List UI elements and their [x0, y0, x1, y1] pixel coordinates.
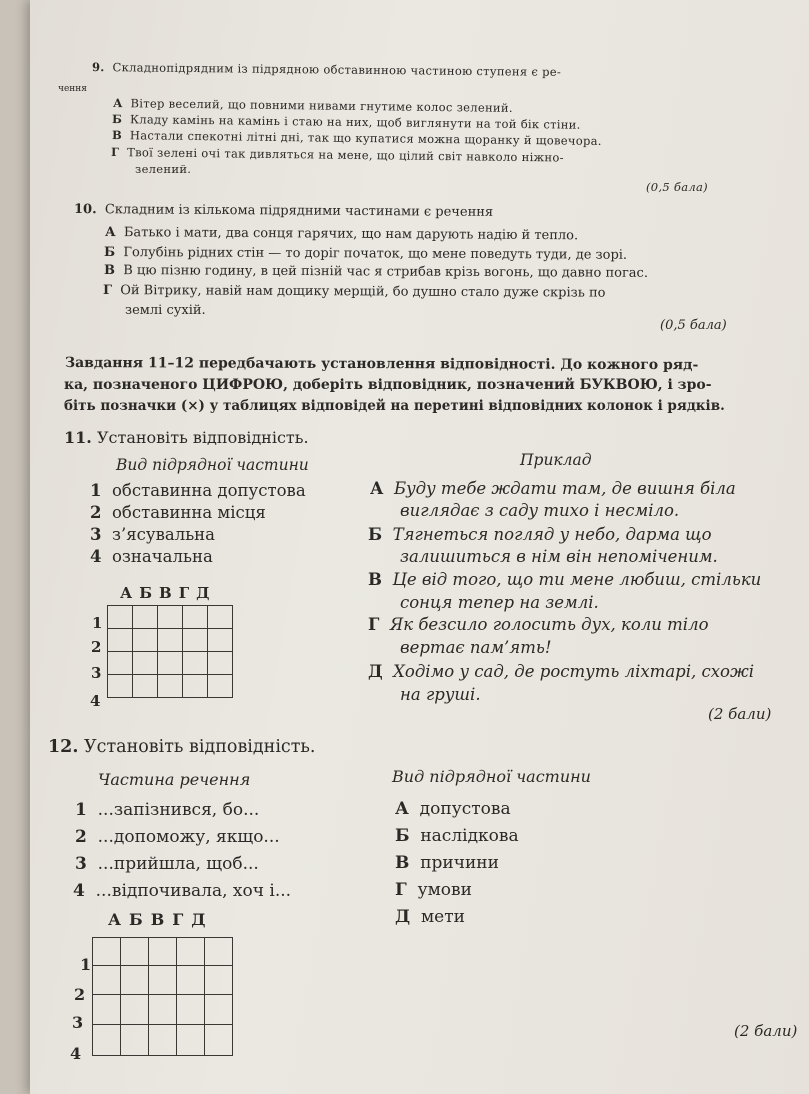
- q12-left-item-2: 2 ...допоможу, якщо...: [75, 827, 280, 847]
- answer-cell[interactable]: [121, 938, 149, 966]
- answer-cell[interactable]: [108, 606, 133, 629]
- q9-stem: 9. Складнопідрядним із підрядною обставинною частиною ступеня є ре-: [91, 60, 562, 79]
- q10-option-v: В В цю пізню годину, в цей пізній час я стрибав крізь вогонь, що давно погас.: [103, 263, 649, 281]
- answer-cell[interactable]: [183, 629, 208, 652]
- instructions-line-3: біть позначки (×) у таблицях відповідей на перетині відповідних колонок і рядків.: [64, 398, 725, 414]
- q10-option-b: Б Голубінь рідних стін — то доріг початок, що мене поведуть туди, де зорі.: [103, 245, 628, 263]
- answer-cell[interactable]: [208, 675, 233, 698]
- q10-option-a: А Батько і мати, два сонця гарячих, що нам дарують надію й тепло.: [104, 225, 579, 244]
- q12-grid-row-label: 1: [80, 955, 92, 974]
- answer-cell[interactable]: [121, 995, 149, 1025]
- q11-grid-header: АБВГД: [120, 584, 217, 602]
- answer-cell[interactable]: [208, 652, 233, 675]
- q9-stem-cont: чення: [58, 84, 87, 94]
- answer-cell[interactable]: [208, 629, 233, 652]
- q11-right-item-v: В Це від того, що ти мене любиш, стільки: [368, 570, 762, 589]
- q11-answer-grid: [107, 605, 233, 698]
- q11-right-item-b-line2: залишиться в нім він непоміченим.: [400, 547, 718, 566]
- q11-right-item-a: А Буду тебе ждати там, де вишня біла: [370, 479, 736, 498]
- q12-title: 12. Установіть відповідність.: [48, 737, 316, 757]
- q11-left-item-3: 3 з’ясувальна: [90, 525, 216, 544]
- q11-right-item-d: Д Ходімо у сад, де ростуть ліхтарі, схожі: [368, 662, 754, 681]
- answer-cell[interactable]: [149, 966, 177, 995]
- answer-cell[interactable]: [133, 629, 158, 652]
- q10-option-g: Г Ой Вітрику, навій нам дощику мерщій, бо душно стало дуже скрізь по: [102, 283, 606, 301]
- answer-cell[interactable]: [93, 938, 121, 966]
- q11-grid-row-label: 2: [91, 638, 102, 656]
- answer-cell[interactable]: [158, 629, 183, 652]
- answer-cell[interactable]: [177, 966, 205, 995]
- q12-right-item-a: А допустова: [395, 799, 511, 819]
- q11-title: 11. Установіть відповідність.: [64, 428, 309, 447]
- answer-cell[interactable]: [183, 606, 208, 629]
- q12-grid-row-label: 2: [74, 985, 86, 1004]
- q12-grid-row-label: 3: [72, 1013, 84, 1032]
- q12-right-item-g: Г умови: [395, 880, 472, 900]
- q10-points: (0,5 бала): [660, 318, 727, 333]
- q12-right-header: Вид підрядної частини: [392, 767, 591, 786]
- q12-grid-row-label: 4: [70, 1044, 82, 1063]
- answer-cell[interactable]: [183, 652, 208, 675]
- answer-cell[interactable]: [149, 995, 177, 1025]
- answer-cell[interactable]: [133, 606, 158, 629]
- answer-cell[interactable]: [177, 1025, 205, 1056]
- q11-left-item-4: 4 означальна: [90, 547, 213, 566]
- q9-points: (0,5 бала): [646, 180, 708, 194]
- q12-right-item-v: В причини: [395, 853, 499, 873]
- q12-answer-grid: [92, 937, 233, 1056]
- q11-right-item-g-line2: вертає пам’ять!: [400, 638, 552, 657]
- q11-right-item-a-line2: виглядає з саду тихо і несміло.: [400, 501, 680, 520]
- q11-right-item-d-line2: на груші.: [400, 685, 481, 704]
- q9-option-g-cont: зелений.: [135, 162, 192, 176]
- q11-right-header: Приклад: [520, 451, 592, 469]
- q9-option-v: В Настали спекотні літні дні, так що купатися можна щоранку й щовечора.: [111, 128, 602, 148]
- q10-option-g-cont: землі сухій.: [125, 303, 206, 318]
- answer-cell[interactable]: [158, 675, 183, 698]
- q11-points: (2 бали): [708, 705, 772, 723]
- q11-right-item-g: Г Як безсило голосить дух, коли тіло: [368, 615, 709, 634]
- q12-grid-header: АБВГД: [108, 910, 214, 929]
- q11-left-header: Вид підрядної частини: [116, 456, 309, 474]
- instructions-line-2: ка, позначеного ЦИФРОЮ, доберіть відповідник, позначений БУКВОЮ, і зро-: [64, 377, 712, 393]
- q9-option-a: А Вітер веселий, що повними нивами гнутиме колос зелений.: [112, 96, 513, 115]
- q12-right-item-d: Д мети: [395, 907, 465, 927]
- answer-cell[interactable]: [149, 1025, 177, 1056]
- q9-option-g: Г Твої зелені очі так дивляться на мене, що цілий світ навколо ніжно-: [110, 145, 564, 165]
- answer-cell[interactable]: [205, 938, 233, 966]
- answer-cell[interactable]: [208, 606, 233, 629]
- answer-cell[interactable]: [108, 629, 133, 652]
- instructions-line-1: Завдання 11–12 передбачають установлення відповідності. До кожного ряд-: [64, 355, 699, 374]
- q12-left-item-4: 4 ...відпочивала, хоч і...: [73, 881, 292, 901]
- answer-cell[interactable]: [205, 1025, 233, 1056]
- q9-option-b: Б Кладу камінь на камінь і стаю на них, щоб виглянути на той бік стіни.: [111, 112, 581, 132]
- q11-right-item-v-line2: сонця тепер на землі.: [400, 593, 599, 612]
- q11-grid-row-label: 3: [91, 664, 102, 682]
- answer-cell[interactable]: [121, 966, 149, 995]
- q11-grid-row-label: 1: [92, 614, 103, 632]
- q11-left-item-1: 1 обставинна допустова: [90, 481, 306, 500]
- answer-cell[interactable]: [93, 966, 121, 995]
- q12-left-item-1: 1 ...запізнився, бо...: [75, 800, 260, 820]
- answer-cell[interactable]: [93, 995, 121, 1025]
- answer-cell[interactable]: [108, 675, 133, 698]
- answer-cell[interactable]: [133, 675, 158, 698]
- q12-left-header: Частина речення: [98, 770, 251, 789]
- answer-cell[interactable]: [158, 606, 183, 629]
- answer-cell[interactable]: [93, 1025, 121, 1056]
- q11-right-item-b: Б Тягнеться погляд у небо, дарма що: [368, 525, 712, 544]
- answer-cell[interactable]: [133, 652, 158, 675]
- q11-left-item-2: 2 обставинна місця: [90, 503, 266, 522]
- answer-cell[interactable]: [205, 995, 233, 1025]
- q12-right-item-b: Б наслідкова: [395, 826, 519, 846]
- answer-cell[interactable]: [108, 652, 133, 675]
- q12-points: (2 бали): [734, 1022, 798, 1040]
- answer-cell[interactable]: [149, 938, 177, 966]
- answer-cell[interactable]: [177, 938, 205, 966]
- answer-cell[interactable]: [177, 995, 205, 1025]
- answer-cell[interactable]: [121, 1025, 149, 1056]
- q12-left-item-3: 3 ...прийшла, щоб...: [75, 854, 259, 874]
- answer-cell[interactable]: [183, 675, 208, 698]
- answer-cell[interactable]: [158, 652, 183, 675]
- q11-grid-row-label: 4: [90, 692, 101, 710]
- answer-cell[interactable]: [205, 966, 233, 995]
- q10-stem: 10. Складним із кількома підрядними частинами є речення: [73, 202, 494, 220]
